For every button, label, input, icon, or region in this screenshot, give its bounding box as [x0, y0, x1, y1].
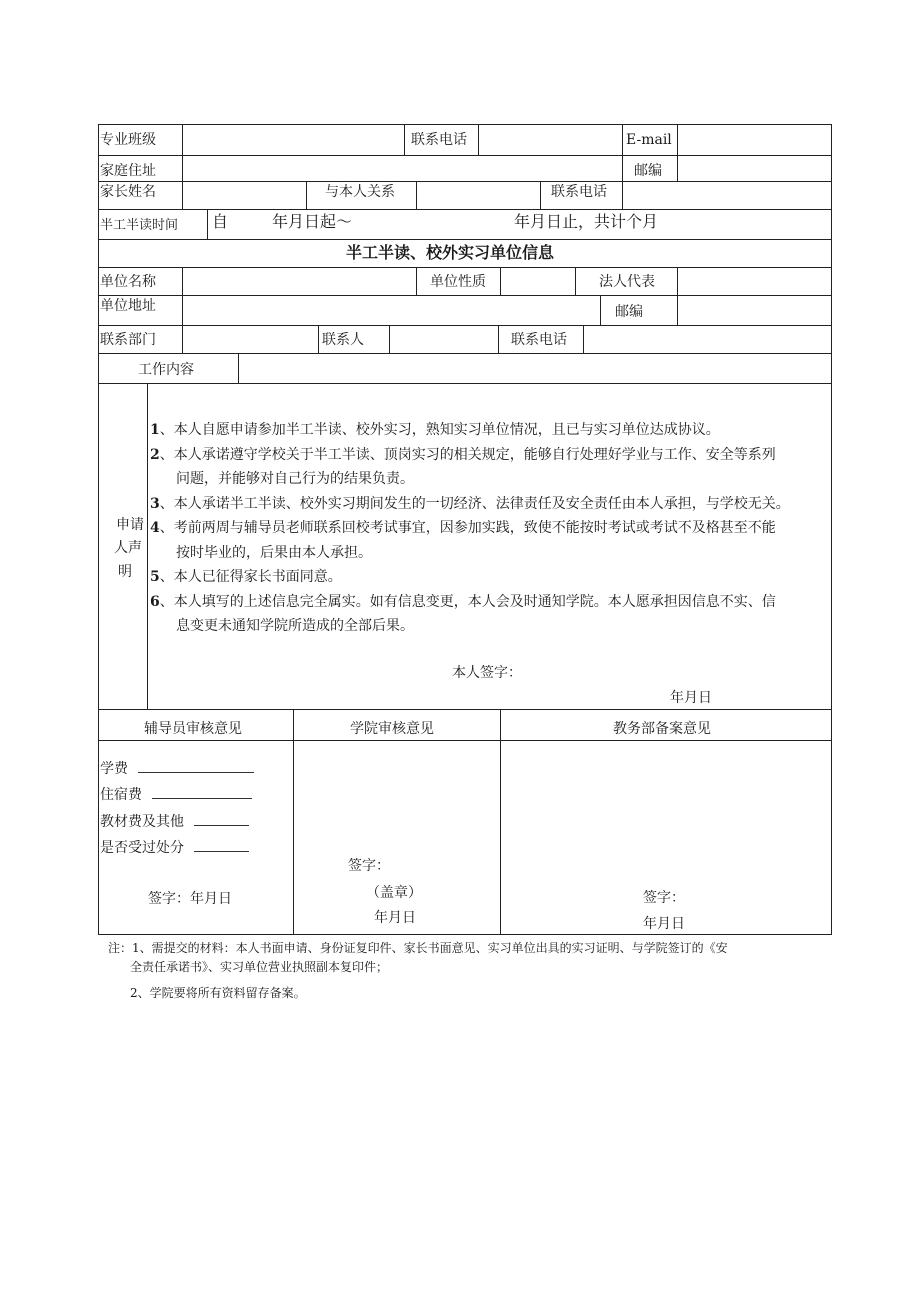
college-seal: （盖章） [366, 885, 422, 901]
book-fee-line [194, 824, 249, 826]
email-label: E-mail [626, 132, 672, 148]
college-review-title: 学院审核意见 [350, 721, 434, 737]
academic-date: 年月日 [643, 916, 685, 932]
unit-phone-label: 联系电话 [511, 332, 567, 348]
discipline-label: 是否受过处分 [100, 840, 184, 856]
parent-name-label: 家长姓名 [100, 184, 156, 200]
dorm-fee-label: 住宿费 [100, 787, 142, 803]
college-date: 年月日 [374, 910, 416, 926]
section-title: 半工半读、校外实习单位信息 [346, 243, 555, 262]
period-start: 年月日起～ [272, 212, 353, 231]
declaration-item-cont: 问题，并能够对自己行为的结果负责。 [176, 471, 414, 487]
declaration-label-2: 人声 [114, 540, 142, 556]
tuition-label: 学费 [100, 761, 128, 777]
declaration-item: 6、本人填写的上述信息完全属实。如有信息变更，本人会及时通知学院。本人愿承担因信息不实、信 [150, 593, 776, 610]
book-fee-label: 教材费及其他 [100, 814, 184, 830]
applicant-date: 年月日 [670, 690, 712, 706]
major-class-label: 专业班级 [100, 132, 156, 148]
unit-postcode-label: 邮编 [615, 304, 643, 320]
declaration-label-3: 明 [118, 564, 132, 580]
unit-address-label: 单位地址 [100, 298, 156, 314]
parent-phone-label: 联系电话 [551, 184, 607, 200]
academic-sign: 签字： [643, 890, 685, 906]
period-from: 自 [212, 212, 229, 231]
period-end: 年月日止，共计个月 [514, 212, 659, 231]
dorm-fee-line [152, 797, 252, 799]
work-content-label: 工作内容 [138, 362, 194, 378]
declaration-item: 3、本人承诺半工半读、校外实习期间发生的一切经济、法律责任及安全责任由本人承担，与学校无关。 [150, 495, 790, 512]
declaration-item: 5、本人已征得家长书面同意。 [150, 569, 342, 585]
declaration-item: 1、本人自愿申请参加半工半读、校外实习，熟知实习单位情况，且已与实习单位达成协议。 [150, 422, 720, 438]
unit-nature-label: 单位性质 [430, 274, 486, 290]
declaration-list [150, 418, 834, 639]
relation-label: 与本人关系 [325, 184, 395, 200]
declaration-item: 4、考前两周与辅导员老师联系回校考试事宜，因参加实践，致使不能按时考试或考试不及格甚至不能 [150, 520, 776, 536]
tuition-line [138, 771, 254, 773]
counselor-sign: 签字：年月日 [148, 891, 232, 907]
discipline-line [194, 850, 249, 852]
note-line-2: 全责任承诺书》、实习单位营业执照副本复印件； [130, 960, 389, 974]
counselor-review-title: 辅导员审核意见 [144, 721, 242, 737]
book-fee-field [100, 815, 249, 829]
declaration-item: 2、本人承诺遵守学校关于半工半读、顶岗实习的相关规定，能够自行处理好学业与工作、安全等系列 [150, 446, 776, 463]
legal-rep-label: 法人代表 [599, 274, 655, 290]
unit-name-label: 单位名称 [100, 274, 156, 290]
note-line-3: 2、学院要将所有资料留存备案。 [130, 986, 306, 1000]
discipline-field [100, 841, 249, 855]
period-label: 半工半读时间 [100, 218, 179, 233]
applicant-signature-label: 本人签字： [452, 665, 522, 681]
tuition-field [100, 762, 254, 776]
home-address-label: 家庭住址 [100, 163, 156, 179]
academic-review-title: 教务部备案意见 [613, 721, 711, 737]
college-sign: 签字： [348, 858, 390, 874]
declaration-item-cont: 按时毕业的，后果由本人承担。 [176, 544, 372, 561]
notes [108, 939, 808, 1003]
postcode-label: 邮编 [634, 163, 662, 179]
declaration-item-cont: 息变更未通知学院所造成的全部后果。 [176, 618, 414, 634]
contact-label: 联系人 [322, 332, 364, 348]
phone-label: 联系电话 [411, 132, 467, 148]
declaration-label-1: 申请 [116, 517, 144, 533]
dorm-fee-field [100, 788, 252, 802]
dept-label: 联系部门 [100, 332, 156, 348]
note-line-1: 注：1、需提交的材料：本人书面申请、身份证复印件、家长书面意见、实习单位出具的实习证明、与学院签订的《安 [108, 941, 728, 955]
